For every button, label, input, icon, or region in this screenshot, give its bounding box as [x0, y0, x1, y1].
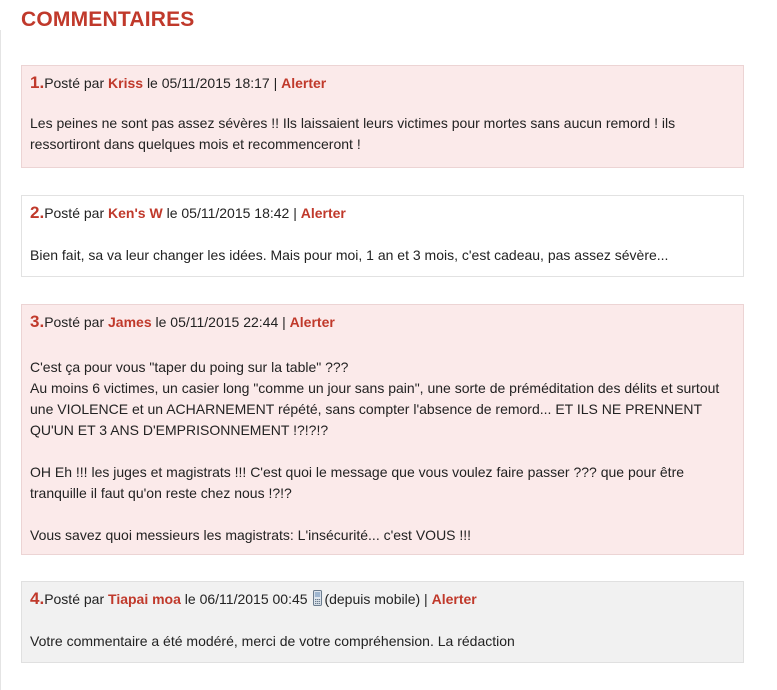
author-link[interactable]: Tiapai moa: [108, 591, 181, 607]
comment-paragraph: Les peines ne sont pas assez sévères !! Ils laissaient leurs victimes pour mortes sans aucun remord ! ils ressortiront dans quelques mois et recommenceront !: [30, 115, 676, 152]
posted-by-label: Posté par: [44, 314, 105, 330]
comment-datetime: 05/11/2015 22:44: [170, 314, 279, 330]
mobile-note: (depuis mobile): [324, 591, 421, 607]
comment-body: [30, 245, 735, 266]
mobile-phone-icon: [313, 590, 322, 606]
author-link[interactable]: Ken's W: [108, 205, 163, 221]
comment-meta: [30, 73, 735, 93]
posted-by-label: Posté par: [44, 591, 105, 607]
comment-datetime: 05/11/2015 18:17: [161, 75, 270, 91]
comment-number: 2.: [30, 203, 45, 222]
date-prefix: le: [166, 205, 178, 221]
comment-4: [21, 581, 744, 663]
posted-by-label: Posté par: [44, 205, 105, 221]
date-prefix: le: [155, 314, 167, 330]
comment-body: [30, 357, 735, 546]
alert-link[interactable]: Alerter: [300, 205, 346, 221]
comment-number: 4.: [30, 589, 45, 608]
comment-paragraph: C'est ça pour vous "taper du poing sur la table" ???: [30, 359, 349, 375]
date-prefix: le: [146, 75, 158, 91]
date-prefix: le: [184, 591, 196, 607]
separator: |: [293, 205, 297, 221]
posted-by-label: Posté par: [44, 75, 105, 91]
comment-paragraph: OH Eh !!! les juges et magistrats !!! C'est quoi le message que vous voulez faire passer ??? que pour être tranquille il faut qu'on reste chez nous !?!?: [30, 464, 685, 501]
comment-paragraph: Votre commentaire a été modéré, merci de votre compréhension. La rédaction: [30, 633, 515, 649]
alert-link[interactable]: Alerter: [289, 314, 335, 330]
comment-datetime: 06/11/2015 00:45: [199, 591, 308, 607]
comment-meta: [30, 589, 735, 609]
comment-datetime: 05/11/2015 18:42: [181, 205, 290, 221]
comment-meta: [30, 312, 735, 332]
separator: |: [424, 591, 428, 607]
comment-number: 1.: [30, 73, 45, 92]
alert-link[interactable]: Alerter: [281, 75, 327, 91]
comment-body: [30, 631, 735, 652]
left-border: [0, 30, 1, 690]
section-title: COMMENTAIRES: [21, 8, 195, 31]
comment-1: [21, 65, 744, 168]
alert-link[interactable]: Alerter: [431, 591, 477, 607]
comment-meta: [30, 203, 735, 223]
comment-paragraph: Bien fait, sa va leur changer les idées. Mais pour moi, 1 an et 3 mois, c'est cadeau, pas assez sévère...: [30, 247, 669, 263]
comment-body: [30, 113, 735, 155]
author-link[interactable]: Kriss: [108, 75, 144, 91]
author-link[interactable]: James: [108, 314, 152, 330]
separator: |: [273, 75, 278, 91]
comment-2: [21, 195, 744, 277]
comment-paragraph: Au moins 6 victimes, un casier long "comme un jour sans pain", une sorte de préméditation des délits et surtout une VIOLENCE et un ACHARNEMENT répété, sans compter l'absence de remord... ET ILS NE PRENNENT QU'UN ET 3 ANS D'EMPRISONNEMENT !?!?!?: [30, 380, 720, 438]
comment-paragraph: Vous savez quoi messieurs les magistrats: L'insécurité... c'est VOUS !!!: [30, 527, 472, 543]
comment-3: [21, 304, 744, 555]
separator: |: [282, 314, 286, 330]
comment-number: 3.: [30, 312, 45, 331]
